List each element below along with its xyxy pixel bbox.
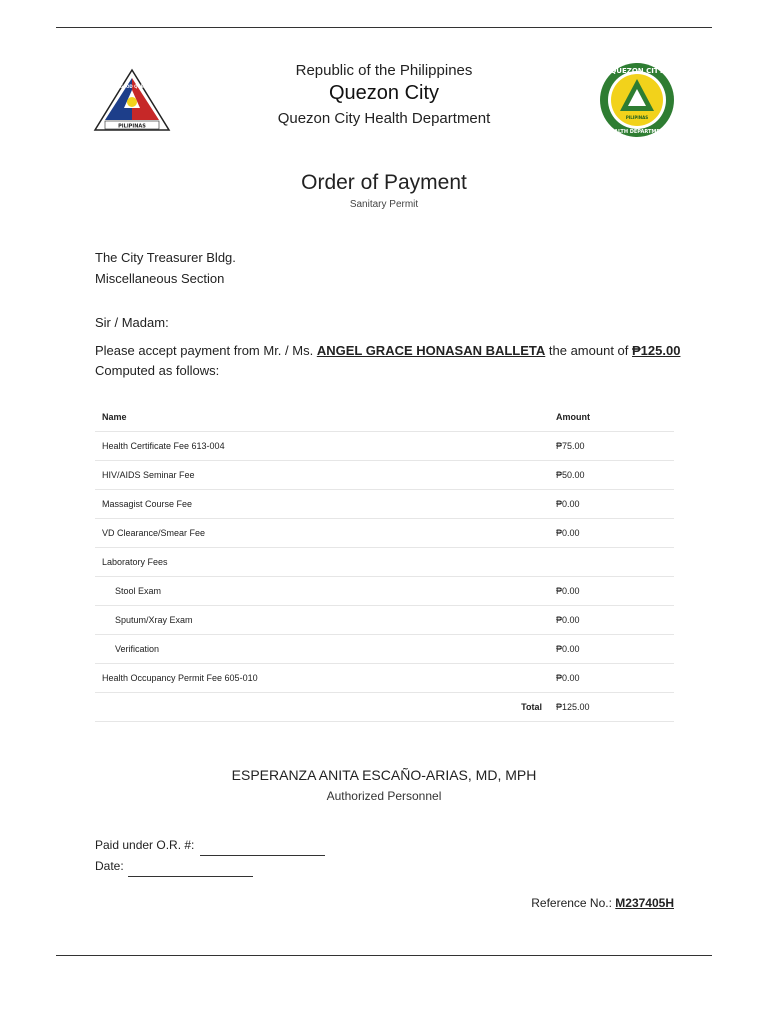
svg-text:PILIPINAS: PILIPINAS: [625, 115, 649, 120]
fee-name: Health Occupancy Permit Fee 605-010: [95, 664, 549, 693]
fee-amount: ₱0.00: [549, 519, 674, 548]
reference-value: M237405H: [615, 896, 674, 910]
total-amount: ₱125.00: [549, 693, 674, 722]
department-name: Quezon City Health Department: [277, 110, 491, 127]
fee-group-name: Laboratory Fees: [95, 548, 549, 577]
table-row: [95, 606, 674, 635]
health-department-seal-icon: [598, 61, 676, 139]
name-column-header: Name: [95, 403, 549, 432]
fee-amount: ₱75.00: [549, 432, 674, 461]
svg-text:LUNGSOD QUEZON: LUNGSOD QUEZON: [110, 84, 154, 89]
date-label: Date:: [95, 859, 124, 873]
svg-text:QUEZON CITY: QUEZON CITY: [610, 67, 664, 75]
reference-number: [531, 896, 674, 910]
address-line-1: The City Treasurer Bldg.: [95, 250, 236, 265]
fee-amount: [549, 548, 674, 577]
payer-name: ANGEL GRACE HONASAN BALLETA: [316, 343, 546, 358]
reference-label: Reference No.:: [531, 896, 616, 910]
fee-amount: ₱0.00: [549, 606, 674, 635]
table-row: [95, 490, 674, 519]
fee-amount: ₱0.00: [549, 664, 674, 693]
amount-column-header: Amount: [549, 403, 674, 432]
republic-label: Republic of the Philippines: [295, 62, 473, 79]
top-divider: [56, 27, 712, 28]
city-name: Quezon City: [328, 82, 440, 104]
table-row: [95, 519, 674, 548]
signer-title: Authorized Personnel: [326, 789, 442, 803]
address-line-2: Miscellaneous Section: [95, 271, 225, 286]
paragraph-text-start: Please accept payment from Mr. / Ms.: [95, 343, 317, 358]
signer-name: ESPERANZA ANITA ESCAÑO-ARIAS, MD, MPH: [231, 767, 537, 783]
payment-amount: ₱125.00: [632, 343, 681, 358]
table-row: [95, 635, 674, 664]
fee-amount: ₱0.00: [549, 490, 674, 519]
fee-amount: ₱50.00: [549, 461, 674, 490]
svg-text:PILIPINAS: PILIPINAS: [118, 123, 146, 130]
table-row: [95, 432, 674, 461]
table-row: [95, 577, 674, 606]
computed-label: Computed as follows:: [95, 363, 220, 378]
fee-name: Health Certificate Fee 613-004: [95, 432, 549, 461]
fee-amount: ₱0.00: [549, 577, 674, 606]
paragraph-text-middle: the amount of: [545, 343, 633, 358]
bottom-divider: [56, 955, 712, 956]
salutation: Sir / Madam:: [95, 315, 169, 330]
fee-amount: ₱0.00: [549, 635, 674, 664]
fee-name: Stool Exam: [95, 577, 549, 606]
table-row: [95, 461, 674, 490]
table-row: [95, 664, 674, 693]
fees-table: [95, 403, 674, 722]
svg-text:HEALTH DEPARTMENT: HEALTH DEPARTMENT: [606, 129, 668, 135]
date-blank-line: [128, 876, 253, 877]
or-number-blank-line: [200, 855, 325, 856]
document-subtitle: Sanitary Permit: [349, 199, 419, 210]
fee-name: HIV/AIDS Seminar Fee: [95, 461, 549, 490]
fee-name: Sputum/Xray Exam: [95, 606, 549, 635]
paid-under-label: Paid under O.R. #:: [95, 838, 195, 852]
document-title: Order of Payment: [301, 171, 467, 194]
fee-name: VD Clearance/Smear Fee: [95, 519, 549, 548]
table-row: [95, 548, 674, 577]
fee-name: Verification: [95, 635, 549, 664]
total-label: Total: [95, 693, 549, 722]
payment-paragraph: [95, 341, 695, 381]
total-row: [95, 693, 674, 722]
fee-name: Massagist Course Fee: [95, 490, 549, 519]
table-header-row: [95, 403, 674, 432]
